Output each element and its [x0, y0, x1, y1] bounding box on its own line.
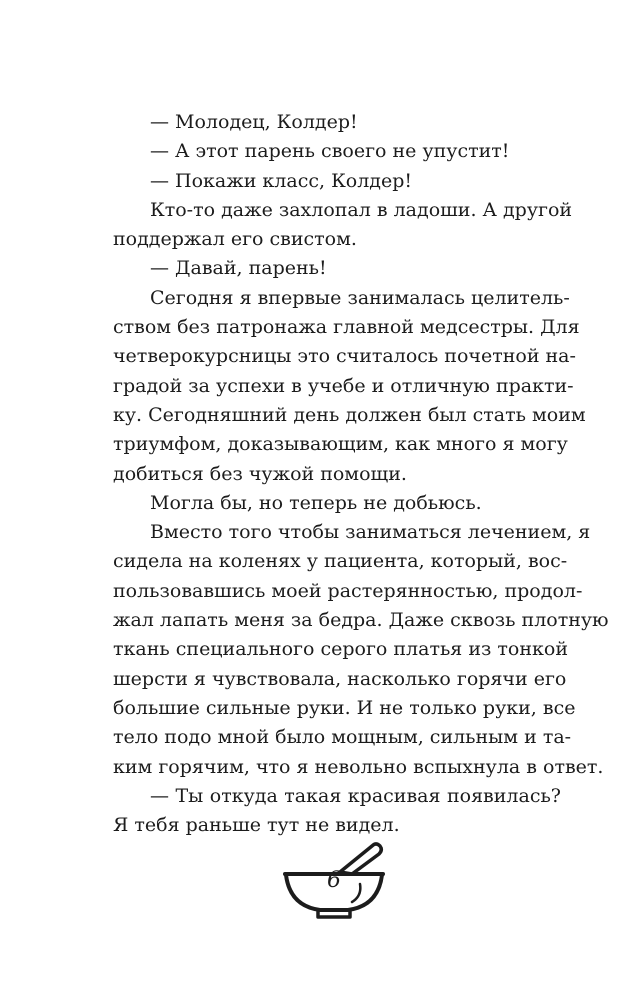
text-line: — Молодец, Колдер! [150, 111, 358, 133]
text-line: пользовавшись моей растерянностью, продол- [113, 579, 583, 602]
page-number-ornament [282, 840, 392, 920]
text-line: ку. Сегодняшний день должен был стать моим [113, 403, 586, 426]
text-line: — Ты откуда такая красивая появилась? [150, 784, 561, 807]
text-line: ткань специального серого платья из тонкой [113, 638, 568, 661]
text-line: шерсти я чувствовала, насколько горячи его [113, 667, 567, 690]
text-line: — Давай, парень! [150, 257, 327, 280]
text-line: Вместо того чтобы заниматься лечением, я [150, 521, 591, 544]
text-line: сидела на коленях у пациента, который, вос- [113, 550, 568, 573]
text-line: ким горячим, что я невольно вспыхнула в ответ. [113, 755, 604, 778]
body-text [113, 108, 609, 840]
text-line: добиться без чужой помощи. [113, 462, 407, 485]
text-line: — А этот парень своего не упустит! [150, 140, 510, 163]
text-line: — Покажи класс, Колдер! [150, 169, 413, 192]
text-line: Я тебя раньше тут не видел. [113, 814, 400, 837]
text-line: тело подо мной было мощным, сильным и та- [113, 726, 572, 749]
text-line: Кто-то даже захлопал в ладоши. А другой [150, 198, 573, 221]
text-line: поддержал его свистом. [113, 228, 357, 251]
text-line: четверокурсницы это считалось почетной на- [113, 345, 576, 368]
text-line: жал лапать меня за бедра. Даже сквозь плотную [113, 609, 609, 632]
text-line: градой за успехи в учебе и отличную практи- [113, 374, 574, 397]
text-line: триумфом, доказывающим, как много я могу [113, 433, 568, 456]
text-line: Сегодня я впервые занималась целитель- [150, 286, 570, 309]
page-number: 6 [327, 868, 341, 893]
text-line: большие сильные руки. И не только руки, все [113, 696, 576, 719]
text-line: ством без патронажа главной медсестры. Для [113, 316, 580, 339]
text-line: Могла бы, но теперь не добьюсь. [150, 491, 482, 514]
